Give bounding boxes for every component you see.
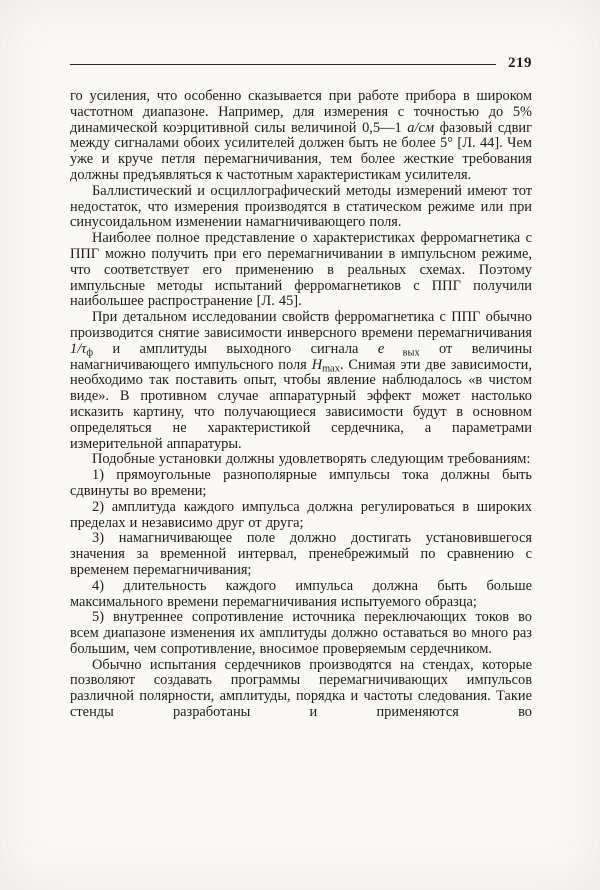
header-rule bbox=[70, 64, 496, 65]
text-run: 2) амплитуда каждого импульса должна регулироваться в широких пределах и независимо друг от друга; bbox=[70, 498, 532, 531]
text-run: Наиболее полное представление о характеристиках ферромагнетика с ППГ можно получить при его перемагничивании в импульсном режиме, что соответствует его применению в реальных схемах. Поэтому импульсные методы испытаний ферромагнетиков с ППГ получили наибольшее распространение [Л. 45]. bbox=[70, 230, 532, 310]
text-run: Подобные установки должны удовлетворять следующим требованиям: bbox=[92, 451, 531, 468]
text-run: Баллистический и осциллографический методы измерений имеют тот недостаток, что измерения производятся в статическом режиме или при синусоидальном изменении намагничивающего поля. bbox=[70, 182, 532, 231]
paragraph bbox=[70, 184, 532, 231]
page-header bbox=[70, 54, 532, 72]
italic-text: 1/τ bbox=[70, 340, 87, 357]
paragraph bbox=[70, 531, 532, 578]
paragraph bbox=[70, 500, 532, 532]
page-number: 219 bbox=[508, 54, 532, 71]
subscript-text: ф bbox=[86, 347, 94, 359]
text-run: При детальном исследовании свойств ферромагнетика с ППГ обычно производится снятие зависимости инверсного времени перемагничивания bbox=[70, 309, 532, 341]
text-run: . Снимая эти две зависимости, необходимо так поставить опыт, чтобы явление наблюдалось «в чистом виде». В противном случае аппаратурный эффект может настолько исказить картину, что получающиеся зависимости будут в основном определяться не характеристикой сердечника, а параметрами измерительной аппаратуры. bbox=[70, 356, 532, 452]
italic-text: а/см bbox=[407, 119, 435, 136]
paragraph bbox=[70, 658, 532, 721]
text-run: 3) намагничивающее поле должно достигать установившегося значения за временной интервал, пренебрежимый по сравнению с временем перемагничивания; bbox=[70, 530, 532, 578]
paragraph bbox=[70, 231, 532, 310]
text-block bbox=[70, 89, 532, 721]
paragraph bbox=[70, 468, 532, 500]
italic-text: е bbox=[377, 340, 385, 357]
paragraph bbox=[70, 452, 532, 468]
subscript-text: max bbox=[322, 363, 340, 375]
text-run: от величины намагничивающего импульсного поля bbox=[70, 340, 532, 373]
subscript-text: вых bbox=[384, 347, 420, 359]
text-run: 1) прямоугольные разнополярные импульсы тока должны быть сдвинуты во времени; bbox=[70, 467, 532, 499]
text-run: 4) длительность каждого импульса должна быть больше максимального времени перемагничивания испытуемого образца; bbox=[70, 577, 532, 610]
paragraph bbox=[70, 310, 532, 452]
paragraph bbox=[70, 89, 532, 184]
text-run: и амплитуды выходного сигнала bbox=[93, 340, 378, 357]
paragraph bbox=[70, 610, 532, 657]
text-run: го усиления, что особенно сказывается при работе прибора в широком частотном диапазоне. Например, для измерения с точностью до 5% динамической коэрцитивной силы величиной 0,5—1 bbox=[70, 88, 532, 136]
text-run: 5) внутреннее сопротивление источника переключающих токов во всем диапазоне изменения их амплитуды должно оставаться во много раз большим, чем сопротивление, вносимое проверяемым сердечником. bbox=[70, 609, 532, 657]
text-run: Обычно испытания сердечников производятся на стендах, которые позволяют создавать программы перемагничивающих импульсов различной полярности, амплитуды, порядка и частоты следования. Такие стенды разработаны и применяются во bbox=[70, 656, 532, 721]
paragraph bbox=[70, 579, 532, 611]
italic-text: H bbox=[311, 356, 323, 373]
text-run: фазовый сдвиг между сигналами обоих усилителей должен быть не более 5° [Л. 44]. Чем у́же и круче петля перемагничивания, тем более жесткие требования должны предъявляться к частотным характеристикам усилителя. bbox=[70, 119, 532, 183]
